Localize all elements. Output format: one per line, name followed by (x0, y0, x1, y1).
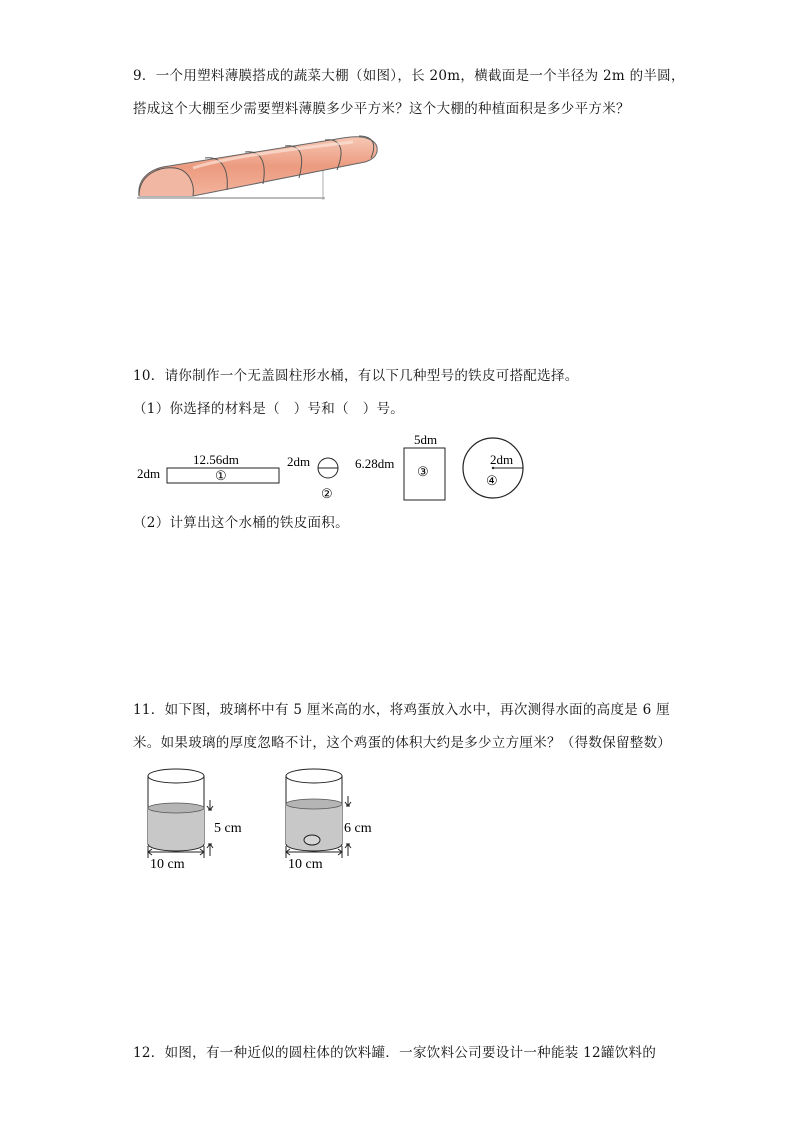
q12-line1: 12．如图，有一种近似的圆柱体的饮料罐．一家饮料公司要设计一种能装 12罐饮料的 (133, 1045, 657, 1061)
cup2-height-label: 6 cm (344, 821, 372, 836)
circle4-number: ④ (486, 473, 498, 488)
egg-shape (304, 835, 320, 845)
circle4-radius-label: 2dm (490, 452, 514, 467)
q11-line1: 11．如下图，玻璃杯中有 5 厘米高的水，将鸡蛋放入水中，再次测得水面的高度是 6 厘 (133, 702, 670, 718)
cup1-height-label: 5 cm (214, 821, 242, 836)
greenhouse-image (133, 128, 383, 208)
q10-materials-figure (133, 428, 533, 508)
rect1-number: ① (215, 468, 227, 483)
rect1-height-label: 2dm (137, 466, 161, 481)
circle2-number: ② (321, 486, 333, 501)
q10-sub1: （1）你选择的材料是（ ）号和（ ）号。 (133, 401, 405, 417)
q10-sub2: （2）计算出这个水桶的铁皮面积。 (133, 515, 349, 531)
cup1-width-label: 10 cm (150, 857, 185, 872)
q9-line1: 9．一个用塑料薄膜搭成的蔬菜大棚（如图），长 20m，横截面是一个半径为 2m 的半圆， (133, 68, 685, 84)
cup2-width-label: 10 cm (288, 857, 323, 872)
q11-cups-figure (140, 764, 390, 874)
rect1-width-label: 12.56dm (193, 452, 239, 467)
rect3-side-label: 6.28dm (355, 456, 395, 471)
q11-line2: 米。如果玻璃的厚度忽略不计，这个鸡蛋的体积大约是多少立方厘米？（得数保留整数） (133, 735, 672, 751)
circle2-diameter-label: 2dm (287, 454, 311, 469)
rect3-top-label: 5dm (414, 432, 438, 447)
rect3-number: ③ (417, 464, 429, 479)
cup2 (286, 769, 372, 872)
cup1 (148, 769, 242, 872)
q9-line2: 搭成这个大棚至少需要塑料薄膜多少平方米？这个大棚的种植面积是多少平方米？ (133, 101, 630, 117)
q10-line1: 10．请你制作一个无盖圆柱形水桶，有以下几种型号的铁皮可搭配选择。 (133, 368, 579, 384)
